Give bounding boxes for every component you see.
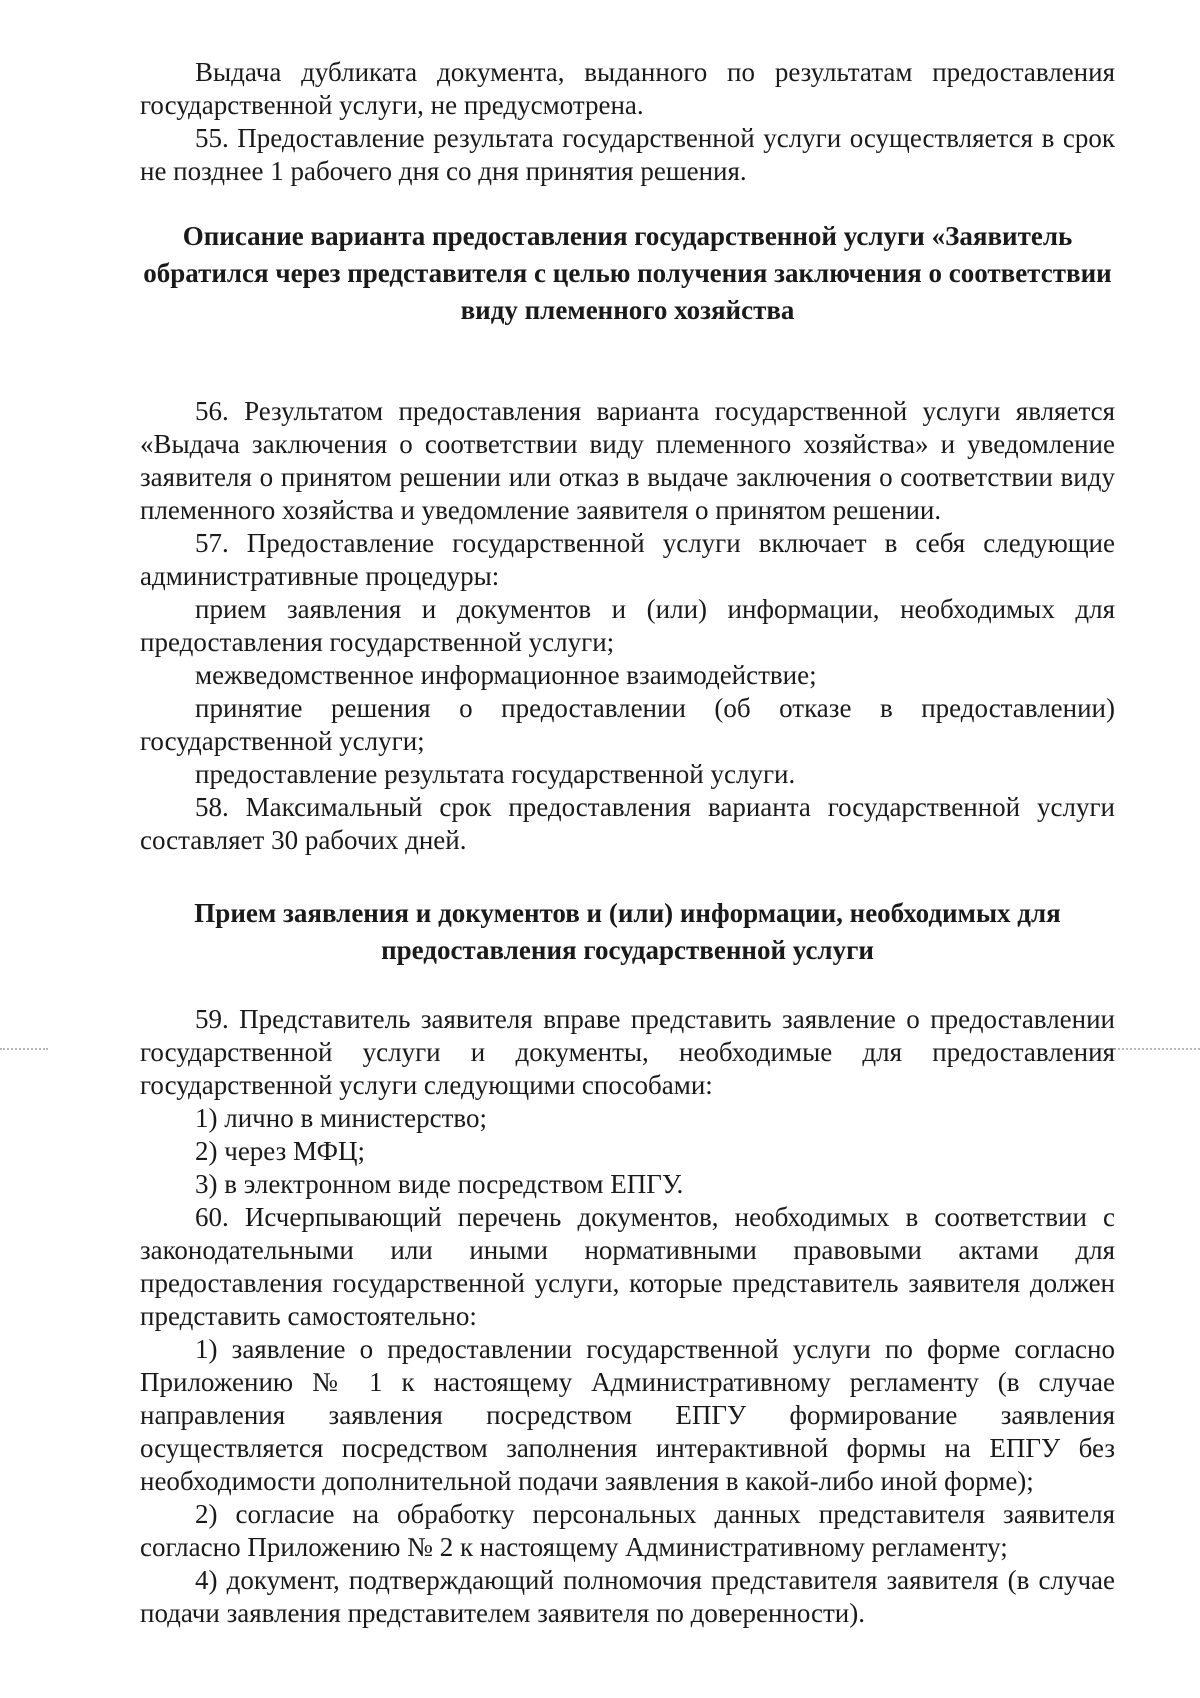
- list-item-method: 1) лично в министерство;: [195, 1103, 487, 1133]
- paragraph-60: 60. Исчерпывающий перечень документов, необходимых в соответствии с законодательными или иными нормативными правовыми актами для предоставления государственной услуги, которые представитель заявителя должен представить самостоятельно:: [140, 1202, 1115, 1331]
- list-item-document: 2) согласие на обработку персональных данных представителя заявителя согласно Приложению № 2 к настоящему Административному регламенту;: [140, 1499, 1115, 1562]
- scan-margin-mark-left: [0, 1048, 48, 1052]
- section-heading-reception: Прием заявления и документов и (или) информации, необходимых для предоставления государственной услуги: [194, 898, 1061, 965]
- list-item-procedure: межведомственное информационное взаимодействие;: [195, 660, 817, 690]
- list-item-document: 4) документ, подтверждающий полномочия представителя заявителя (в случае подачи заявления представителем заявителя по доверенности).: [140, 1565, 1115, 1628]
- paragraph-57: 57. Предоставление государственной услуги включает в себя следующие административные процедуры:: [140, 528, 1115, 591]
- list-item-procedure: принятие решения о предоставлении (об отказе в предоставлении) государственной услуги;: [140, 693, 1115, 756]
- section-heading-variant: Описание варианта предоставления государственной услуги «Заявитель обратился через представителя с целью получения заключения о соответствии виду племенного хозяйства: [143, 221, 1112, 325]
- paragraph-58: 58. Максимальный срок предоставления варианта государственной услуги составляет 30 рабочих дней.: [140, 792, 1115, 855]
- list-item-document: 1) заявление о предоставлении государственной услуги по форме согласно Приложению № 1 к настоящему Административному регламенту (в случае направления заявления посредством ЕПГУ формирование заявления осуществляется посредством заполнения интерактивной формы на ЕПГУ без необходимости дополнительной подачи заявления в какой-либо иной форме);: [140, 1334, 1115, 1496]
- paragraph-59: 59. Представитель заявителя вправе представить заявление о предоставлении государственной услуги и документы, необходимые для предоставления государственной услуги следующими способами:: [140, 1004, 1115, 1100]
- paragraph-56: 56. Результатом предоставления варианта государственной услуги является «Выдача заключения о соответствии виду племенного хозяйства» и уведомление заявителя о принятом решении или отказ в выдаче заключения о соответствии виду племенного хозяйства и уведомление заявителя о принятом решении.: [140, 396, 1115, 525]
- list-item-method: 2) через МФЦ;: [195, 1136, 366, 1166]
- list-item-method: 3) в электронном виде посредством ЕПГУ.: [195, 1169, 684, 1199]
- list-item-procedure: прием заявления и документов и (или) информации, необходимых для предоставления государственной услуги;: [140, 594, 1115, 657]
- paragraph-duplicate: Выдача дубликата документа, выданного по результатам предоставления государственной услуги, не предусмотрена.: [140, 57, 1115, 120]
- paragraph-55: 55. Предоставление результата государственной услуги осуществляется в срок не позднее 1 рабочего дня со дня принятия решения.: [140, 123, 1115, 186]
- list-item-procedure: предоставление результата государственной услуги.: [195, 759, 796, 789]
- document-body: [140, 56, 1115, 1630]
